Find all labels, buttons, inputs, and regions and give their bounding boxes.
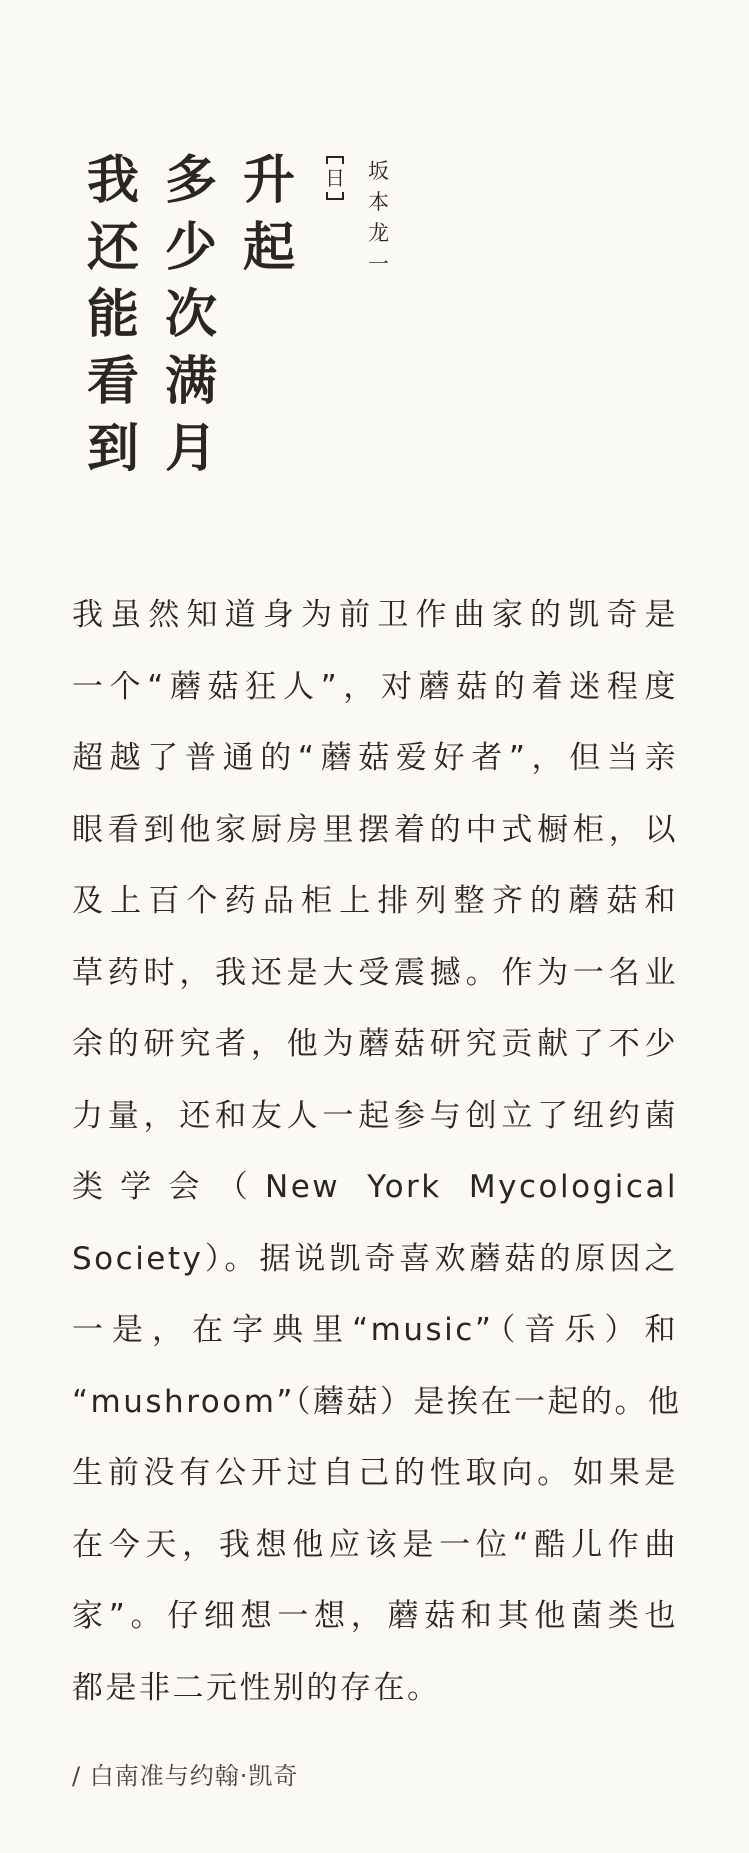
body-line: 类学会（New York Mycological bbox=[72, 1169, 678, 1205]
author-char: 龙 bbox=[368, 221, 389, 245]
body-line: 我虽然知道身为前卫作曲家的凯奇是 bbox=[72, 597, 678, 633]
body-line: 家”。仔细想一想，蘑菇和其他菌类也 bbox=[72, 1598, 678, 1634]
title-char: 多 bbox=[164, 151, 217, 211]
body-line: 草药时，我还是大受震撼。作为一名业 bbox=[72, 954, 678, 991]
body-line: “mushroom”（蘑菇）是挨在一起的。他 bbox=[72, 1383, 682, 1420]
body-line: 都是非二元性别的存在。 bbox=[72, 1669, 441, 1706]
title-char: 我 bbox=[86, 151, 139, 211]
title-char: 月 bbox=[164, 419, 217, 479]
author-name bbox=[368, 156, 389, 280]
title-char: 起 bbox=[242, 218, 295, 278]
body-line: 一是，在字典里“music”（音乐）和 bbox=[72, 1312, 678, 1348]
author-meta bbox=[322, 156, 389, 280]
title-char: 满 bbox=[164, 352, 217, 412]
author-char: 本 bbox=[368, 190, 389, 214]
body-line: 一个“蘑菇狂人”，对蘑菇的着迷程度 bbox=[72, 668, 678, 705]
title-char: 次 bbox=[164, 285, 217, 345]
title-char: 到 bbox=[86, 419, 139, 479]
title-char: 升 bbox=[242, 151, 295, 211]
country-tag bbox=[322, 156, 348, 200]
bracket-bottom bbox=[326, 192, 344, 200]
body-line: 及上百个药品柜上排列整齐的蘑菇和 bbox=[72, 883, 678, 919]
author-char: 一 bbox=[368, 252, 389, 276]
body-paragraph bbox=[72, 580, 682, 1724]
body-line: 生前没有公开过自己的性取向。如果是 bbox=[72, 1455, 678, 1491]
title-char: 少 bbox=[164, 218, 217, 278]
country-label: 日 bbox=[325, 166, 345, 190]
body-line: Society）。据说凯奇喜欢蘑菇的原因之 bbox=[72, 1240, 678, 1277]
bracket-top bbox=[326, 156, 344, 164]
title-char: 还 bbox=[86, 218, 139, 278]
title-char: 能 bbox=[86, 285, 139, 345]
author-char: 坂 bbox=[368, 159, 389, 183]
title-column-3 bbox=[78, 148, 148, 483]
attribution: / 白南准与约翰·凯奇 bbox=[72, 1762, 299, 1790]
title-column-1 bbox=[234, 148, 304, 282]
title-block bbox=[70, 148, 304, 483]
body-line: 在今天，我想他应该是一位“酷儿作曲 bbox=[72, 1526, 678, 1563]
body-line: 力量，还和友人一起参与创立了纽约菌 bbox=[72, 1097, 678, 1134]
body-line: 眼看到他家厨房里摆着的中式橱柜，以 bbox=[72, 811, 678, 848]
title-column-2 bbox=[156, 148, 226, 483]
title-char: 看 bbox=[86, 352, 139, 412]
body-line: 余的研究者，他为蘑菇研究贡献了不少 bbox=[72, 1026, 678, 1062]
body-line: 超越了普通的“蘑菇爱好者”，但当亲 bbox=[72, 740, 678, 776]
